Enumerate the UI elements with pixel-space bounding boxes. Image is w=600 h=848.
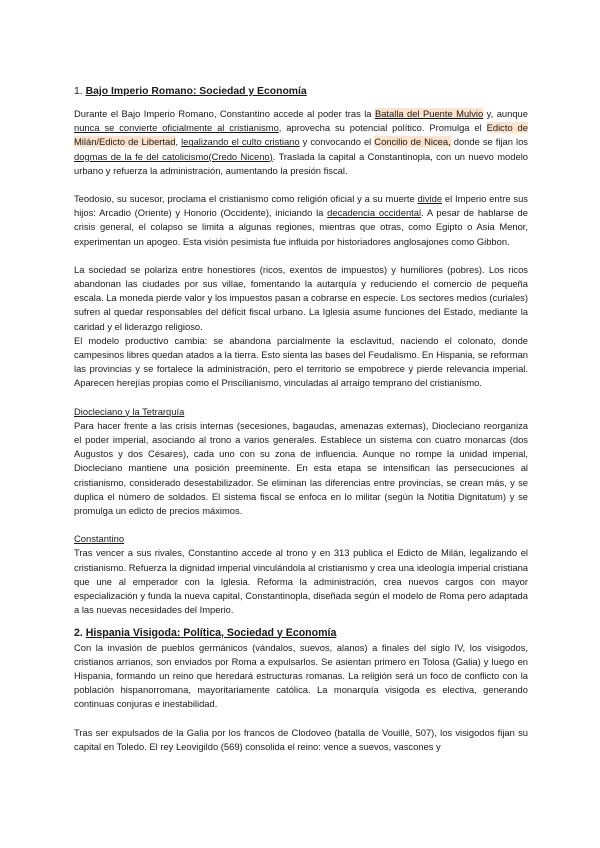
section-1-paragraph-1 — [74, 107, 528, 178]
section-2-number: 2. — [74, 626, 86, 639]
highlight-concilio-nicea: Concilio de Nicea, — [374, 136, 451, 148]
section-1-paragraph-6: Tras vencer a sus rivales, Constantino accede al trono y en 313 publica el Edicto de Milán, legalizando el cristianismo. Refuerza la dignidad imperial vinculándola al cristianismo y crea una ideología imperial cristiana que une al emperador con la Iglesia. Reforma la administración, crea nuevos cargos con mayor especialización y funda la nueva capital, Constantinopla, diseñada según el modelo de Roma pero adaptada a las nuevas necesidades del Imperio. — [74, 547, 528, 616]
text-run: y, aunque — [483, 108, 528, 119]
section-1-paragraph-3: La sociedad se polariza entre honestiores (ricos, exentos de impuestos) y humiliores (pobres). Los ricos abandonan las ciudades por sus villae, fomentando la autarquía y reduciendo el comercio de pequeña escala. La moneda pierde valor y los impuestos pasan a cobrarse en especie. Los sectores medios (curiales) sufren al quedar responsables del déficit fiscal urbano. La Iglesia asume funciones del Estado, mediante la caridad y el liderazgo religioso. — [74, 263, 528, 332]
underline-divide: divide — [417, 193, 443, 205]
text-run: , — [175, 136, 182, 148]
section-1-number: 1. — [74, 86, 83, 97]
section-2-paragraph-2: Tras ser expulsados de la Galia por los francos de Clodoveo (batalla de Vouillé, 507), los visigodos fijan su capital en Toledo. El rey Leovigildo (569) consolida el reino: vence a suevos, vascones y — [74, 726, 528, 752]
highlight-edicto-milan: Edicto de Milán/Edicto de Libertad — [74, 122, 528, 148]
section-2-heading — [74, 626, 528, 641]
document-page — [74, 84, 528, 754]
section-1-title: Bajo Imperio Romano: Sociedad y Economía — [85, 86, 307, 97]
section-1-paragraph-5: Para hacer frente a las crisis internas (secesiones, bagaudas, amenazas externas), Diocleciano reorganiza el poder imperial, asociando al trono a varios generales. Establece un sistema con cuatro monarcas (dos Augustos y dos Césares), cada uno con su zona de influencia. Aunque no rompe la unidad imperial, Diocleciano mantiene una posición preeminente. En esta etapa se intensifican las persecuciones al cristianismo, considerado desestabilizador. Se eliminan las diferencias entre provincias, se crean más, y se duplica el número de soldados. El sistema fiscal se enfoca en lo militar (según la Notitia Dignitatum) y se promulga un edicto de precios máximos. — [74, 419, 528, 517]
text-run: . Traslada la capital a Constantinopla, con un nuevo modelo urbano y refuerza la administración, aumentando la presión fiscal. — [74, 150, 528, 176]
text-run: y convocando el — [299, 136, 375, 148]
text-run: el Imperio entre sus hijos: Arcadio (Oriente) y Honorio (Occidente), iniciando la — [74, 193, 528, 219]
underline-legalizando-culto: legalizando el culto cristiano — [181, 136, 300, 148]
text-run: . A pesar de hablarse de crisis general, el colapso se limita a algunas regiones, mientras que otras, como Egipto o Asia Menor, experimentan un apogeo. Esta visión pesimista fue influida por historiadores anglosajones como Gibbon. — [74, 207, 528, 247]
underline-dogmas-fe: dogmas de la fe del catolicismo(Credo Niceno) — [74, 150, 273, 162]
section-1-heading — [74, 84, 528, 99]
underline-nunca-convierte: nunca se convierte oficialmente al cristianismo — [74, 122, 279, 134]
text-run: Teodosio, su sucesor, proclama el cristianismo como religión oficial y a su muerte — [74, 193, 418, 205]
subheading-constantino: Constantino — [74, 533, 125, 545]
section-2-title: Hispania Visigoda: Política, Sociedad y Economía — [85, 626, 337, 639]
section-1-paragraph-4: El modelo productivo cambia: se abandona parcialmente la esclavitud, naciendo el colonato, donde campesinos libres quedan atados a la tierra. Esto sienta las bases del Feudalismo. En Hispania, se reforman las provincias y se fortalece la administración, pero el territorio se empobrece y pierde relevancia imperial. Aparecen herejías propias como el Priscilianismo, vinculadas al arraigo temprano del cristianismo. — [74, 334, 528, 389]
text-run: , aprovecha su potencial político. Promulga el — [278, 122, 487, 134]
subheading-diocleciano: Diocleciano y la Tetrarquía — [74, 405, 185, 417]
section-2-paragraph-1: Con la invasión de pueblos germánicos (vándalos, suevos, alanos) a finales del siglo IV, los visigodos, cristianos arrianos, son enviados por Roma a expulsarlos. Se asientan primero en Tolosa (Galia) y luego en Hispania, formando un reino que heredará estructuras romanas. La religión será un foco de conflicto con la población hispanorromana, mayoritariamente católica. La monarquía visigoda es electiva, generando continuas conjuras e inestabilidad. — [74, 641, 528, 710]
section-1-paragraph-2 — [74, 192, 528, 249]
highlight-batalla-puente-mulvio: Batalla del Puente Mulvio — [374, 108, 484, 119]
text-run: donde se fijan los — [450, 136, 528, 148]
text-run: Durante el Bajo Imperio Romano, Constantino accede al poder tras la — [74, 108, 375, 119]
underline-decadencia-occidental: decadencia occidental — [327, 207, 422, 219]
